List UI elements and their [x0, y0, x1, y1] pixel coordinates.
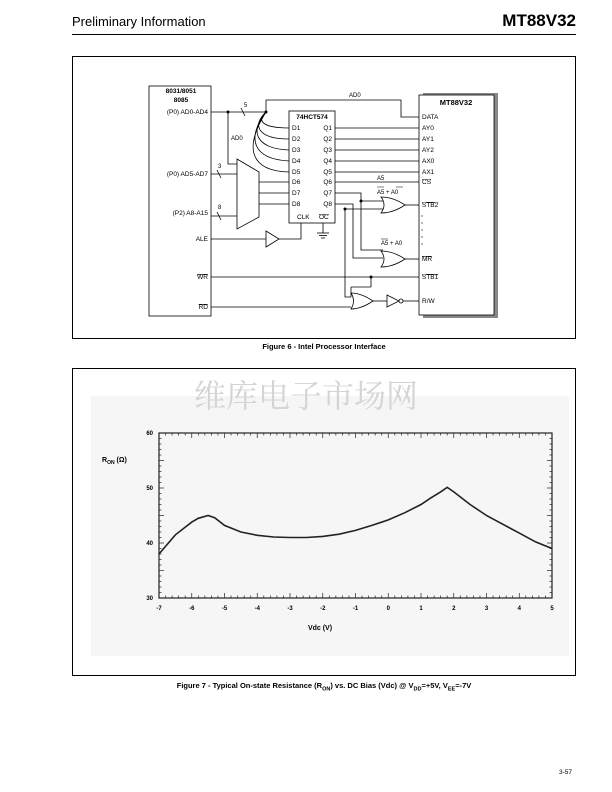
- y-tick-label: 40: [146, 541, 153, 547]
- header-title: Preliminary Information: [72, 14, 206, 29]
- figure6-caption: Figure 6 - Intel Processor Interface: [262, 342, 386, 351]
- x-tick-label: 3: [484, 606, 489, 612]
- cpu-title-2: 8085: [173, 97, 189, 104]
- latch-d2: D2: [292, 136, 301, 143]
- figure7-chart: [73, 369, 574, 674]
- label-ad0-side: AD0: [231, 136, 243, 142]
- x-tick-label: 4: [517, 606, 521, 612]
- cpu-title-1: 8031/8051: [165, 88, 197, 95]
- header-part-number: MT88V32: [502, 11, 576, 30]
- chip-pin-ay1: AY1: [422, 136, 434, 143]
- figure6-frame: [72, 56, 576, 339]
- cpu-pin-ad0-4: (P0) AD0-AD4: [166, 109, 208, 116]
- latch-q8: Q8: [323, 201, 332, 208]
- x-tick-label: -4: [254, 606, 260, 612]
- chip-pin-stb2: STB2: [422, 202, 439, 209]
- figure7-caption: Figure 7 - Typical On-state Resistance $(R_{ON})$ vs. DC Bias (Vdc) @ $V_{DD}=+5V$, $V_{EE}=-7V$: [176, 681, 472, 693]
- chip-pin-stb1: STB1: [422, 274, 439, 281]
- x-tick-label: 2: [452, 606, 456, 612]
- latch-q3: Q3: [323, 147, 332, 154]
- latch-q4: Q4: [323, 158, 332, 165]
- latch-title: 74HCT574: [296, 114, 328, 121]
- chip-pin-mr: MR: [422, 256, 433, 263]
- latch-d3: D3: [292, 147, 301, 154]
- x-tick-label: -6: [189, 606, 195, 612]
- chip-pin-cs: CS: [422, 179, 432, 186]
- latch-oc: OC: [319, 214, 329, 221]
- latch-d6: D6: [292, 179, 301, 186]
- page-number: 3-57: [558, 769, 572, 776]
- label-bus5: 5: [244, 103, 248, 109]
- x-tick-label: -7: [156, 606, 162, 612]
- cpu-pin-ale: ALE: [195, 236, 208, 243]
- label-a5-a0: A5 + A0: [377, 190, 399, 196]
- chip-pin-ax1: AX1: [422, 169, 435, 176]
- label-ad0-top: AD0: [349, 93, 361, 99]
- latch-q6: Q6: [323, 179, 332, 186]
- latch-q1: Q1: [323, 125, 332, 132]
- x-axis-label: Vdc (V): [307, 625, 333, 632]
- label-a5: A5: [377, 176, 385, 182]
- cpu-pin-rd: RD: [198, 304, 208, 311]
- label-bus8: 8: [218, 205, 222, 211]
- y-axis-label: $R_{ON}$ (Ω): [102, 457, 127, 466]
- x-tick-label: -5: [221, 606, 228, 612]
- y-tick-label: 60: [146, 431, 153, 437]
- latch-q7: Q7: [323, 190, 332, 197]
- x-tick-label: -1: [352, 606, 359, 612]
- chart-scan-background: [91, 396, 569, 656]
- watermark-text: 维库电子市场网: [193, 377, 419, 415]
- latch-d7: D7: [292, 190, 301, 197]
- chip-pin-rw: R/W: [422, 298, 435, 305]
- x-tick-label: 5: [550, 606, 554, 612]
- header-rule: [72, 34, 576, 35]
- chip-pin-data: DATA: [422, 114, 439, 121]
- latch-d5: D5: [292, 169, 301, 176]
- latch-d1: D1: [292, 125, 301, 132]
- chip-pin-ax0: AX0: [422, 158, 435, 165]
- cpu-pin-wr: WR: [197, 274, 208, 281]
- y-tick-label: 30: [146, 596, 153, 602]
- chip-title: MT88V32: [439, 98, 473, 107]
- label-a5n-a0: A5 + A0: [381, 241, 403, 247]
- x-tick-label: 0: [386, 606, 390, 612]
- chip-pin-ay0: AY0: [422, 125, 434, 132]
- cpu-pin-a8-15: (P2) A8-A15: [172, 210, 208, 217]
- x-tick-label: -2: [320, 606, 326, 612]
- chip-pin-ay2: AY2: [422, 147, 434, 154]
- x-tick-label: -3: [287, 606, 293, 612]
- label-bus3: 3: [218, 164, 222, 170]
- latch-clk: CLK: [297, 214, 310, 221]
- latch-q2: Q2: [323, 136, 332, 143]
- figure7-frame: [72, 368, 576, 676]
- latch-d8: D8: [292, 201, 301, 208]
- y-tick-label: 50: [146, 486, 153, 492]
- figure6-schematic: [73, 57, 574, 337]
- latch-d4: D4: [292, 158, 301, 165]
- latch-q5: Q5: [323, 169, 332, 176]
- cpu-pin-ad5-7: (P0) AD5-AD7: [166, 171, 208, 178]
- x-tick-label: 1: [419, 606, 423, 612]
